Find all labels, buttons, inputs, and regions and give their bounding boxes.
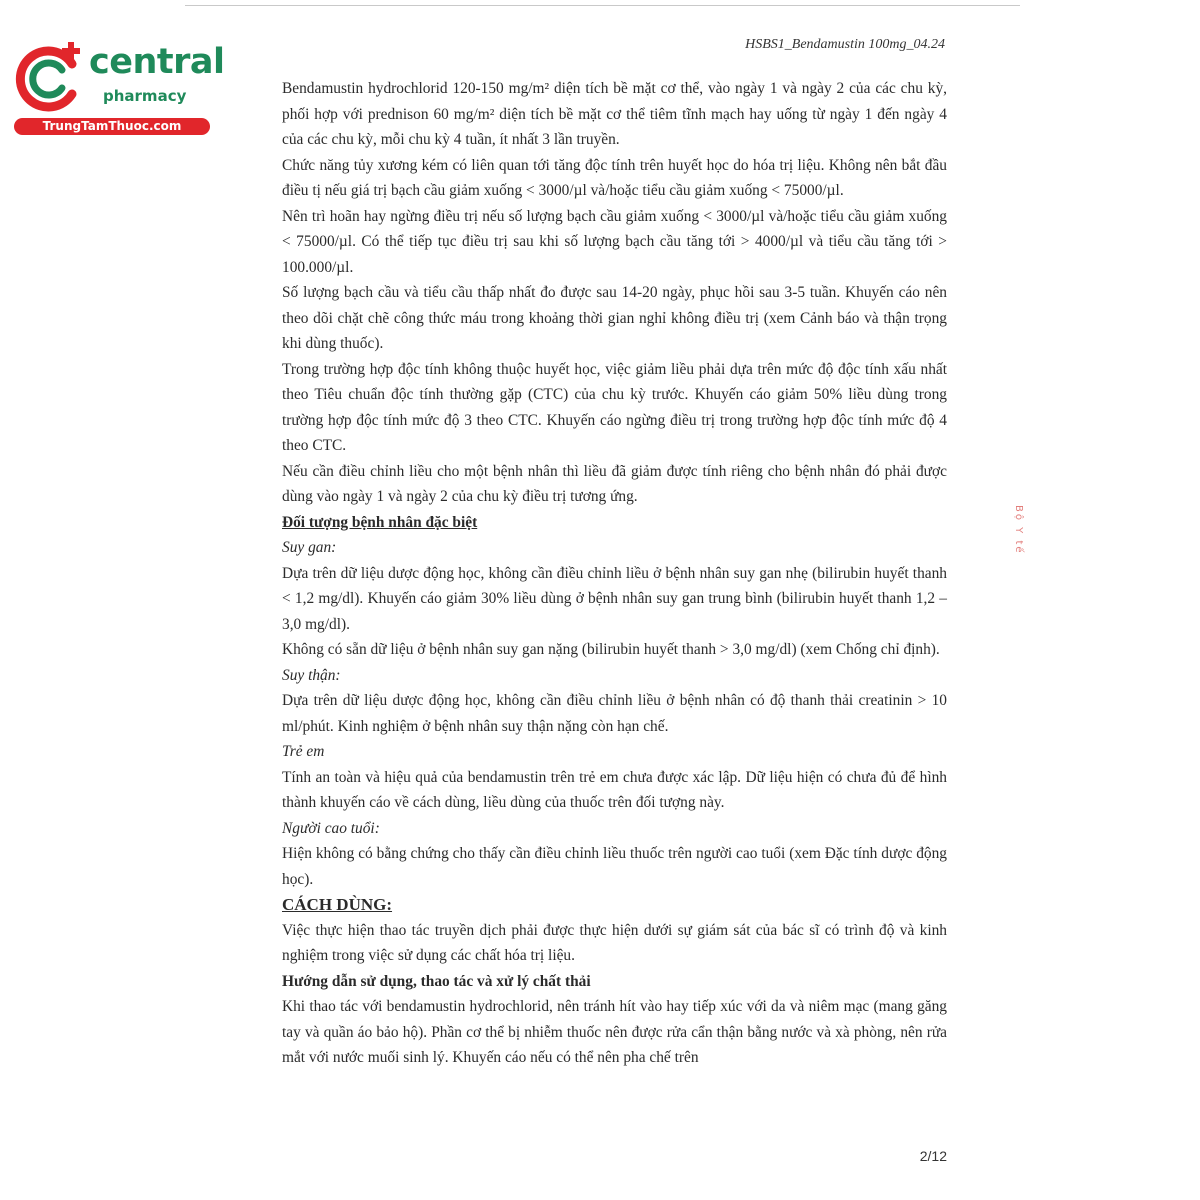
paragraph: Việc thực hiện thao tác truyền dịch phải được thực hiện dưới sự giám sát của bác sĩ có trình độ và kinh nghiệm trong việc sử dụng các chất hóa trị liệu. xyxy=(282,921,947,964)
paragraph: Nên trì hoãn hay ngừng điều trị nếu số lượng bạch cầu giảm xuống < 3000/µl và/hoặc tiểu cầu giảm xuống < 75000/µl. Có thể tiếp tục điều trị sau khi số lượng bạch cầu tăng tới > 4000/µl và tiểu cầu tăng tới > 100.000/µl. xyxy=(282,207,947,276)
document-body xyxy=(282,76,947,1071)
document-reference: HSBS1_Bendamustin 100mg_04.24 xyxy=(745,37,945,52)
central-pharmacy-logo[interactable] xyxy=(10,38,225,138)
paragraph: Khi thao tác với bendamustin hydrochlorid, nên tránh hít vào hay tiếp xúc với da và niêm mạc (mang găng tay và quần áo bảo hộ). Phần cơ thể bị nhiễm thuốc nên được rửa cẩn thận bằng nước và xà phòng, nên rửa mắt với nước muối sinh lý. Khuyến cáo nếu có thể nên pha chế trên xyxy=(282,998,947,1066)
paragraph: Hiện không có bằng chứng cho thấy cần điều chỉnh liều thuốc trên người cao tuổi (xem Đặc tính dược động học). xyxy=(282,845,947,888)
paragraph: Không có sẵn dữ liệu ở bệnh nhân suy gan nặng (bilirubin huyết thanh > 3,0 mg/dl) (xem Chống chỉ định). xyxy=(282,641,940,658)
paragraph: Chức năng tủy xương kém có liên quan tới tăng độc tính trên huyết học do hóa trị liệu. Không nên bắt đầu điều tị nếu giá trị bạch cầu giảm xuống < 3000/µl và/hoặc tiểu cầu giảm xuống < 75000/µl. xyxy=(282,156,947,199)
subheading-children: Trẻ em xyxy=(282,743,325,760)
page-number: 2/12 xyxy=(919,1148,947,1164)
subheading-kidney: Suy thận: xyxy=(282,666,341,684)
paragraph: Số lượng bạch cầu và tiểu cầu thấp nhất đo được sau 14-20 ngày, phục hồi sau 3-5 tuần. Khuyến cáo nên theo dõi chặt chẽ công thức máu trong khoảng thời gian nghỉ không điều trị (xem Cảnh báo và thận trọng khi dùng thuốc). xyxy=(282,284,947,352)
section-heading-handling: Hướng dẫn sử dụng, thao tác và xử lý chất thải xyxy=(282,972,591,990)
subheading-elderly: Người cao tuổi: xyxy=(282,819,380,837)
paragraph: Dựa trên dữ liệu dược động học, không cần điều chỉnh liều ở bệnh nhân có độ thanh thải creatinin > 10 ml/phút. Kinh nghiệm ở bệnh nhân suy thận nặng còn hạn chế. xyxy=(282,692,947,735)
paragraph: Nếu cần điều chỉnh liều cho một bệnh nhân thì liều đã giảm được tính riêng cho bệnh nhân đó phải được dùng vào ngày 1 và ngày 2 của chu kỳ điều trị tương ứng. xyxy=(282,462,947,505)
paragraph: Trong trường hợp độc tính không thuộc huyết học, việc giảm liều phải dựa trên mức độ độc tính xấu nhất theo Tiêu chuẩn độc tính thường gặp (CTC) của chu kỳ trước. Khuyến cáo giảm 50% liều dùng trong trường hợp độc tính mức độ 3 theo CTC. Khuyến cáo ngừng điều trị trong trường hợp độc tính mức độ 4 theo CTC. xyxy=(282,360,947,454)
brand-subtitle: pharmacy xyxy=(103,87,187,105)
side-stamp: Bộ Y tế xyxy=(1013,505,1024,555)
section-heading-usage: CÁCH DÙNG: xyxy=(282,895,393,914)
subheading-liver: Suy gan: xyxy=(282,539,337,556)
paragraph: Bendamustin hydrochlorid 120-150 mg/m² diện tích bề mặt cơ thể, vào ngày 1 và ngày 2 của các chu kỳ, phối hợp với prednison 60 mg/m² diện tích bề mặt cơ thể tiêm tĩnh mạch hay uống từ ngày 1 đến ngày 4 của các chu kỳ, mỗi chu kỳ 4 tuần, ít nhất 3 lần truyền. xyxy=(282,80,947,148)
brand-name: central xyxy=(89,42,225,82)
section-heading-special-patients: Đối tượng bệnh nhân đặc biệt xyxy=(282,513,478,531)
logo-mark-icon xyxy=(10,38,90,118)
website-badge[interactable]: TrungTamThuoc.com xyxy=(14,118,210,135)
paragraph: Dựa trên dữ liệu dược động học, không cần điều chỉnh liều ở bệnh nhân suy gan nhẹ (bilirubin huyết thanh < 1,2 mg/dl). Khuyến cáo giảm 30% liều dùng ở bệnh nhân suy gan trung bình (bilirubin huyết thanh 1,2 – 3,0 mg/dl). xyxy=(282,564,947,633)
paragraph: Tính an toàn và hiệu quả của bendamustin trên trẻ em chưa được xác lập. Dữ liệu hiện có chưa đủ để hình thành khuyến cáo về cách dùng, liều dùng của thuốc trên đối tượng này. xyxy=(282,768,947,811)
top-border-line xyxy=(185,5,1020,6)
